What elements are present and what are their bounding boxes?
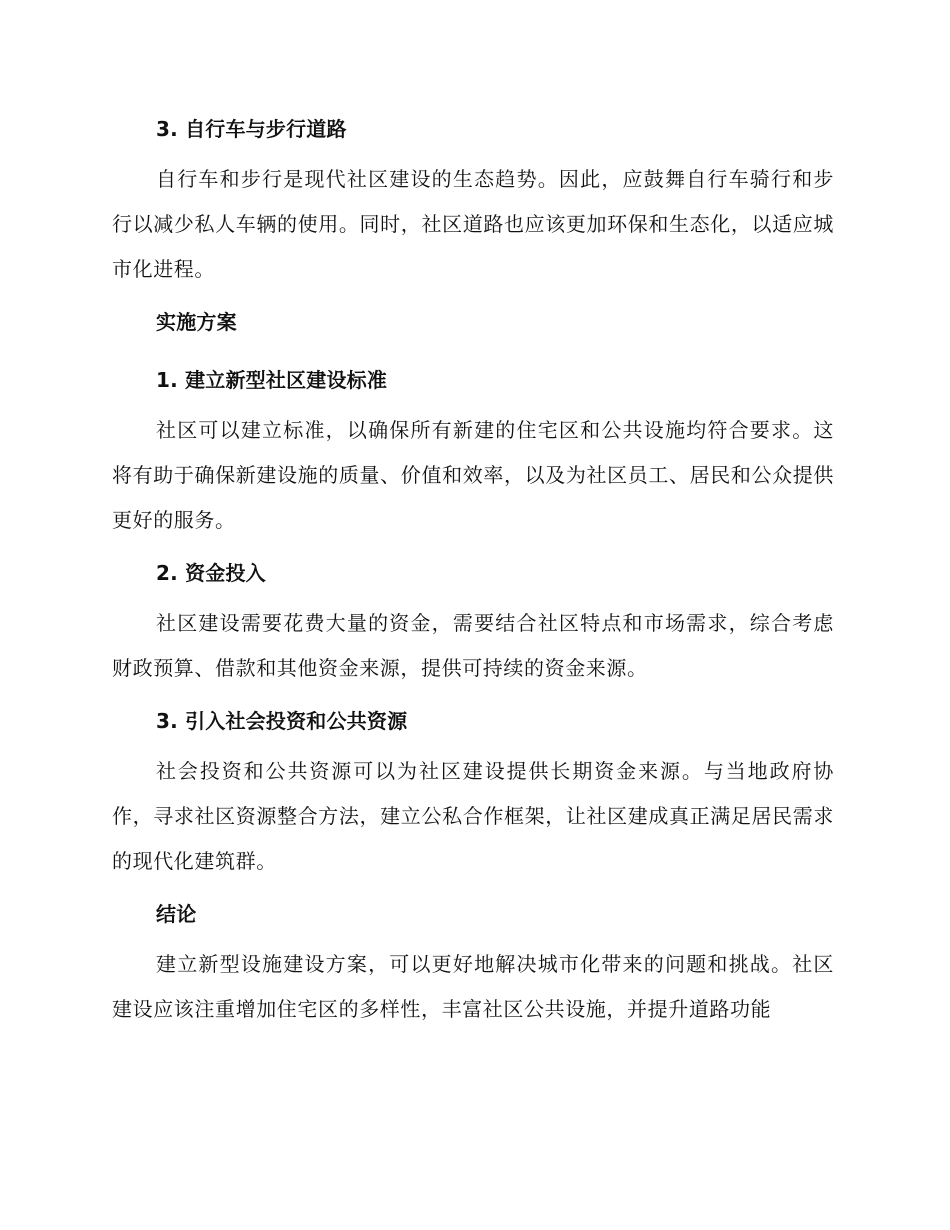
heading-funding: 2. 资金投入 bbox=[156, 561, 266, 585]
paragraph-bike-walk: 自行车和步行是现代社区建设的生态趋势。因此，应鼓舞自行车骑行和步行以减少私人车辆的使用。同时，社区道路也应该更加环保和生态化，以适应城市化进程。 bbox=[112, 167, 834, 281]
paragraph-conclusion: 建立新型设施建设方案，可以更好地解决城市化带来的问题和挑战。社区建设应该注重增加住宅区的多样性，丰富社区公共设施，并提升道路功能 bbox=[112, 952, 834, 1021]
paragraph-funding: 社区建设需要花费大量的资金，需要结合社区特点和市场需求，综合考虑财政预算、借款和其他资金来源，提供可持续的资金来源。 bbox=[112, 611, 834, 680]
heading-social-investment: 3. 引入社会投资和公共资源 bbox=[156, 709, 408, 733]
paragraph-new-standards: 社区可以建立标准，以确保所有新建的住宅区和公共设施均符合要求。这将有助于确保新建设施的质量、价值和效率，以及为社区员工、居民和公众提供更好的服务。 bbox=[112, 418, 834, 532]
document-page bbox=[112, 112, 834, 1032]
paragraph-social-investment: 社会投资和公共资源可以为社区建设提供长期资金来源。与当地政府协作，寻求社区资源整合方法，建立公私合作框架，让社区建成真正满足居民需求的现代化建筑群。 bbox=[112, 759, 834, 873]
heading-implementation-plan: 实施方案 bbox=[156, 310, 237, 334]
heading-conclusion: 结论 bbox=[156, 902, 197, 926]
heading-new-standards: 1. 建立新型社区建设标准 bbox=[156, 368, 388, 392]
heading-bike-walk-roads: 3. 自行车与步行道路 bbox=[156, 117, 347, 141]
